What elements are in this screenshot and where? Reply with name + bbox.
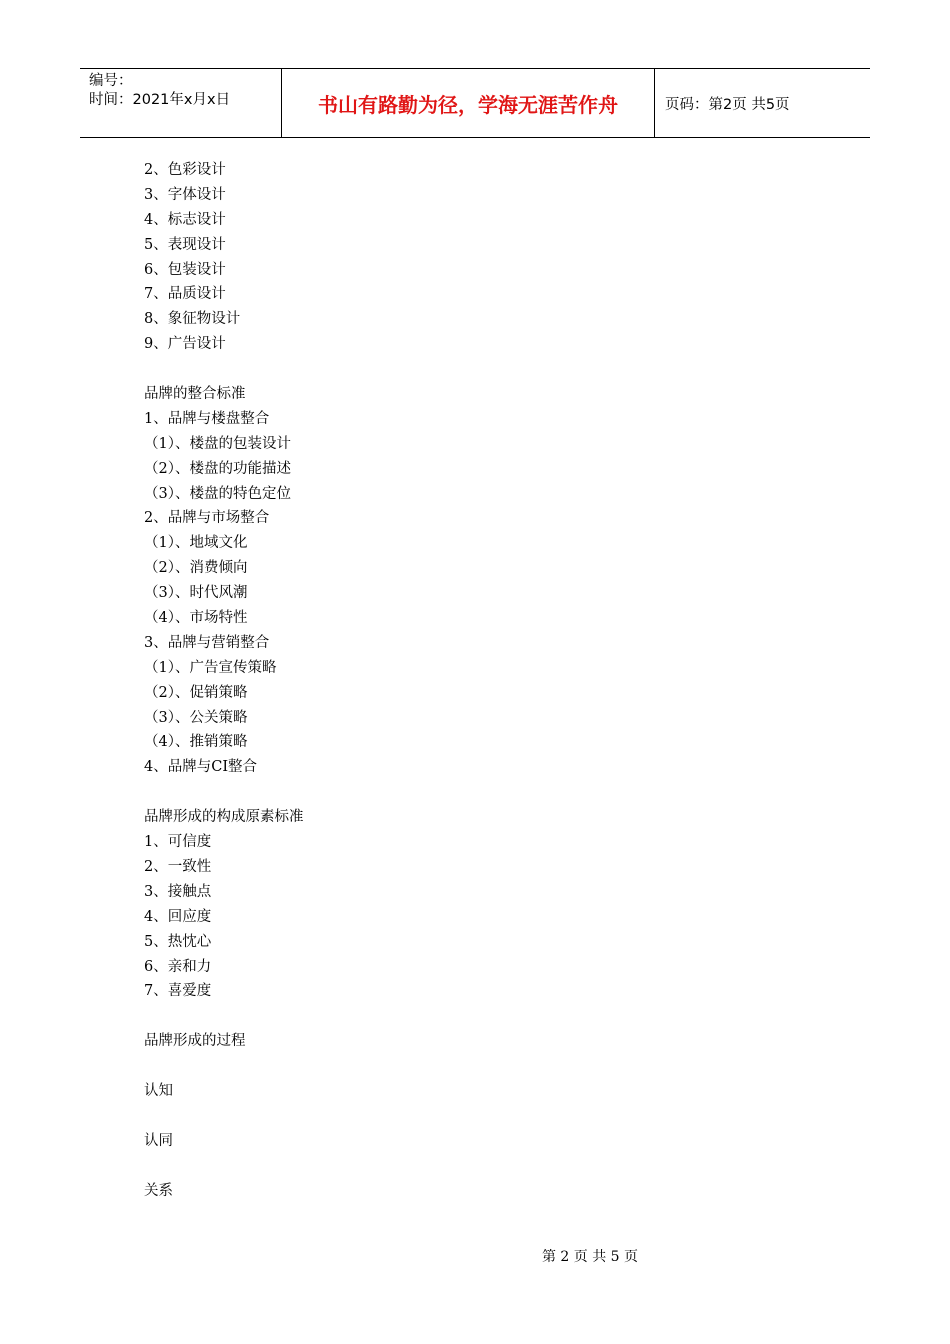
list-item: （1）、广告宣传策略	[144, 659, 277, 676]
list-item: 4、品牌与CI整合	[144, 759, 258, 776]
page-header	[80, 68, 870, 138]
list-item: （1）、楼盘的包装设计	[144, 435, 291, 452]
time-label: 时间：2021年x月x日	[89, 92, 231, 108]
list-item: （2）、消费倾向	[144, 560, 248, 577]
list-item: 7、品质设计	[144, 286, 226, 303]
elements-section	[144, 805, 304, 1004]
list-item: 1、品牌与楼盘整合	[144, 410, 270, 427]
list-item: 5、热忱心	[144, 933, 212, 950]
design-list	[144, 158, 304, 357]
process-step: 认同	[144, 1132, 173, 1149]
header-meta	[80, 69, 282, 137]
list-item: （3）、楼盘的特色定位	[144, 485, 291, 502]
list-item: 9、广告设计	[144, 336, 226, 353]
process-section	[144, 1029, 304, 1203]
list-item: 7、喜爱度	[144, 983, 212, 1000]
list-item: 3、字体设计	[144, 186, 226, 203]
section-heading: 品牌形成的构成原素标准	[144, 809, 304, 826]
list-item: 2、一致性	[144, 858, 212, 875]
document-body	[144, 158, 304, 1203]
list-item: 4、标志设计	[144, 211, 226, 228]
list-item: 2、色彩设计	[144, 162, 226, 178]
list-item: （4）、推销策略	[144, 734, 248, 751]
list-item: （2）、促销策略	[144, 684, 248, 701]
list-item: 3、接触点	[144, 883, 212, 900]
list-item: （3）、时代风潮	[144, 585, 248, 602]
list-item: （1）、地域文化	[144, 535, 248, 552]
list-item: （2）、楼盘的功能描述	[144, 460, 291, 477]
header-motto: 书山有路勤为径，学海无涯苦作舟	[282, 69, 655, 137]
list-item: （4）、市场特性	[144, 610, 248, 627]
list-item: 4、回应度	[144, 908, 212, 925]
list-item: 6、亲和力	[144, 958, 212, 975]
list-item: 5、表现设计	[144, 236, 226, 253]
integration-section	[144, 382, 304, 780]
header-page-label: 页码：第2页 共5页	[665, 96, 790, 113]
page-footer: 第 2 页 共 5 页	[541, 1249, 639, 1265]
list-item: 6、包装设计	[144, 261, 226, 278]
list-item: 8、象征物设计	[144, 311, 241, 328]
list-item: （3）、公关策略	[144, 709, 248, 726]
list-item: 3、品牌与营销整合	[144, 634, 270, 651]
process-step: 关系	[144, 1182, 173, 1199]
section-heading: 品牌的整合标准	[144, 386, 246, 403]
list-item: 1、可信度	[144, 834, 212, 851]
list-item: 2、品牌与市场整合	[144, 510, 270, 527]
process-step: 认知	[144, 1082, 173, 1099]
number-label: 编号：	[89, 73, 133, 89]
section-heading: 品牌形成的过程	[144, 1033, 246, 1050]
